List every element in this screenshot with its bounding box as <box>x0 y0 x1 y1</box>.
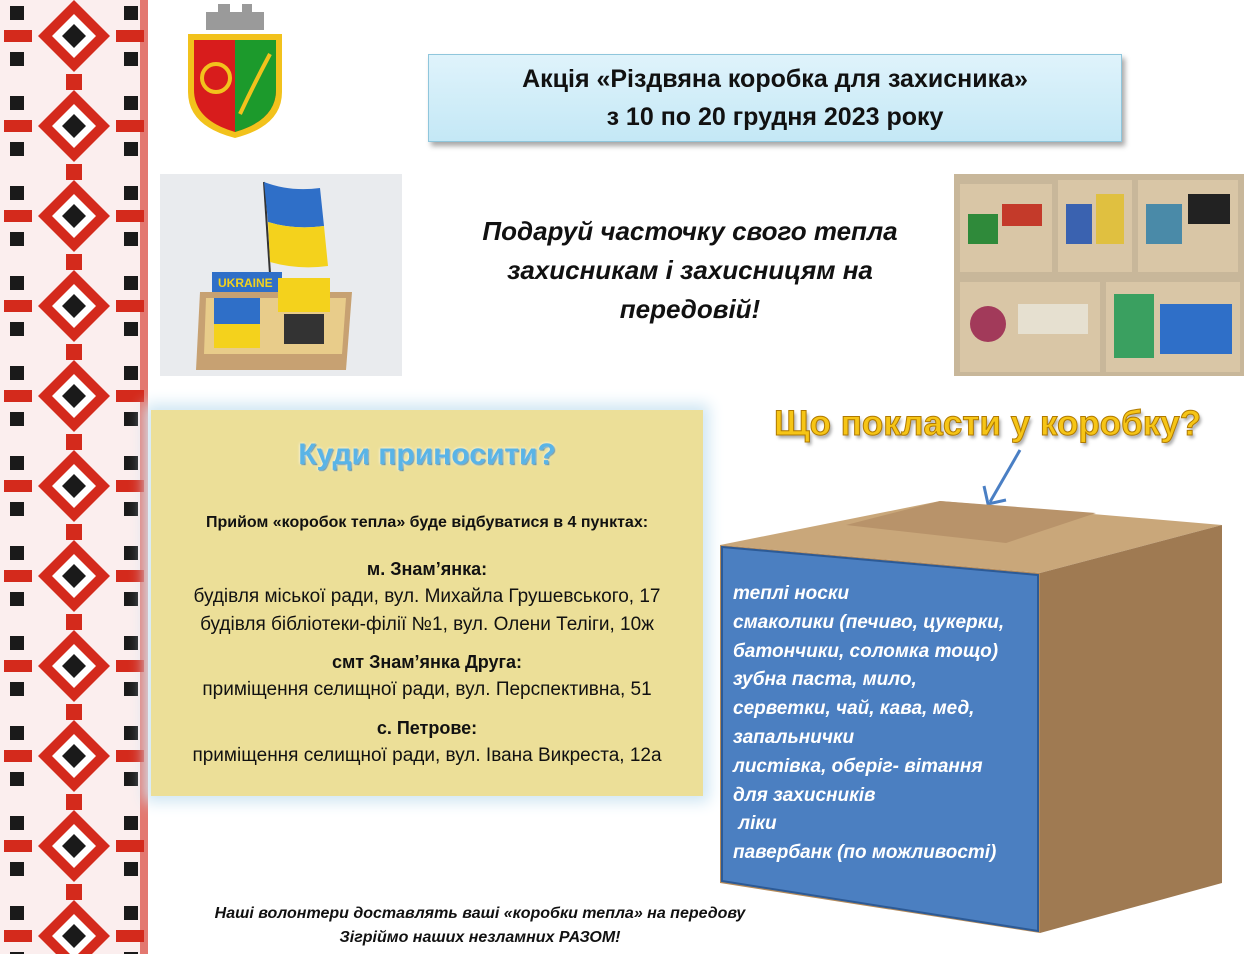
slogan-line: передовій! <box>619 294 761 324</box>
location-heading: с. Петрове: <box>376 718 478 738</box>
gift-box-photo <box>160 174 402 376</box>
campaign-title-box <box>428 54 1122 142</box>
location-znamianka-druha <box>151 648 703 704</box>
location-address: приміщення селищної ради, вул. Перспективна, 51 <box>202 679 652 700</box>
location-heading: м. Знам’янка: <box>366 559 488 579</box>
packing-item: смаколики (печиво, цукерки, <box>733 611 1005 633</box>
drop-off-title: Куди приносити? <box>298 438 556 471</box>
campaign-dates: з 10 по 20 грудня 2023 року <box>606 103 944 131</box>
packing-item: для захисників <box>733 784 876 806</box>
footer-line: Зігріймо наших незламних РАЗОМ! <box>339 929 621 946</box>
filled-boxes-photo <box>954 174 1244 376</box>
drop-off-intro: Прийом «коробок тепла» буде відбуватися в 4 пунктах: <box>205 514 649 531</box>
slogan-line: захисникам і захисницям на <box>507 255 873 285</box>
footer-message <box>160 902 800 950</box>
footer-line: Наші волонтери доставлять ваші «коробки тепла» на передову <box>214 905 746 922</box>
packing-item: теплі носки <box>733 583 850 604</box>
what-to-pack-title: Що покласти у коробку? <box>774 404 1202 443</box>
campaign-title: Акція «Різдвяна коробка для захисника» <box>522 65 1028 93</box>
location-heading: смт Знам’янка Друга: <box>331 652 523 672</box>
packing-item: листівка, оберіг- вітання <box>733 755 983 777</box>
location-address: будівля міської ради, вул. Михайла Грушевського, 17 <box>193 586 661 607</box>
location-address: приміщення селищної ради, вул. Івана Викреста, 12а <box>192 745 662 766</box>
location-znamianka <box>151 555 703 639</box>
packing-item: зубна паста, мило, <box>733 669 917 691</box>
packing-item: батончики, соломка тощо) <box>733 640 999 662</box>
location-address: будівля бібліотеки-філії №1, вул. Олени Теліги, 10ж <box>200 614 654 635</box>
drop-off-info-box <box>151 410 703 796</box>
coat-of-arms-logo <box>178 4 292 140</box>
slogan <box>440 212 940 329</box>
packing-item: серветки, чай, кава, мед, <box>733 698 975 720</box>
location-petrove <box>151 714 703 770</box>
packing-item: павербанк (по можливості) <box>733 842 997 864</box>
slogan-line: Подаруй часточку свого тепла <box>482 216 898 246</box>
ukraine-label: UKRAINE <box>218 276 273 290</box>
embroidery-ornament <box>0 0 148 954</box>
packing-item: запальнички <box>733 726 855 748</box>
packing-item: ліки <box>733 813 777 835</box>
packing-list <box>733 580 1053 868</box>
